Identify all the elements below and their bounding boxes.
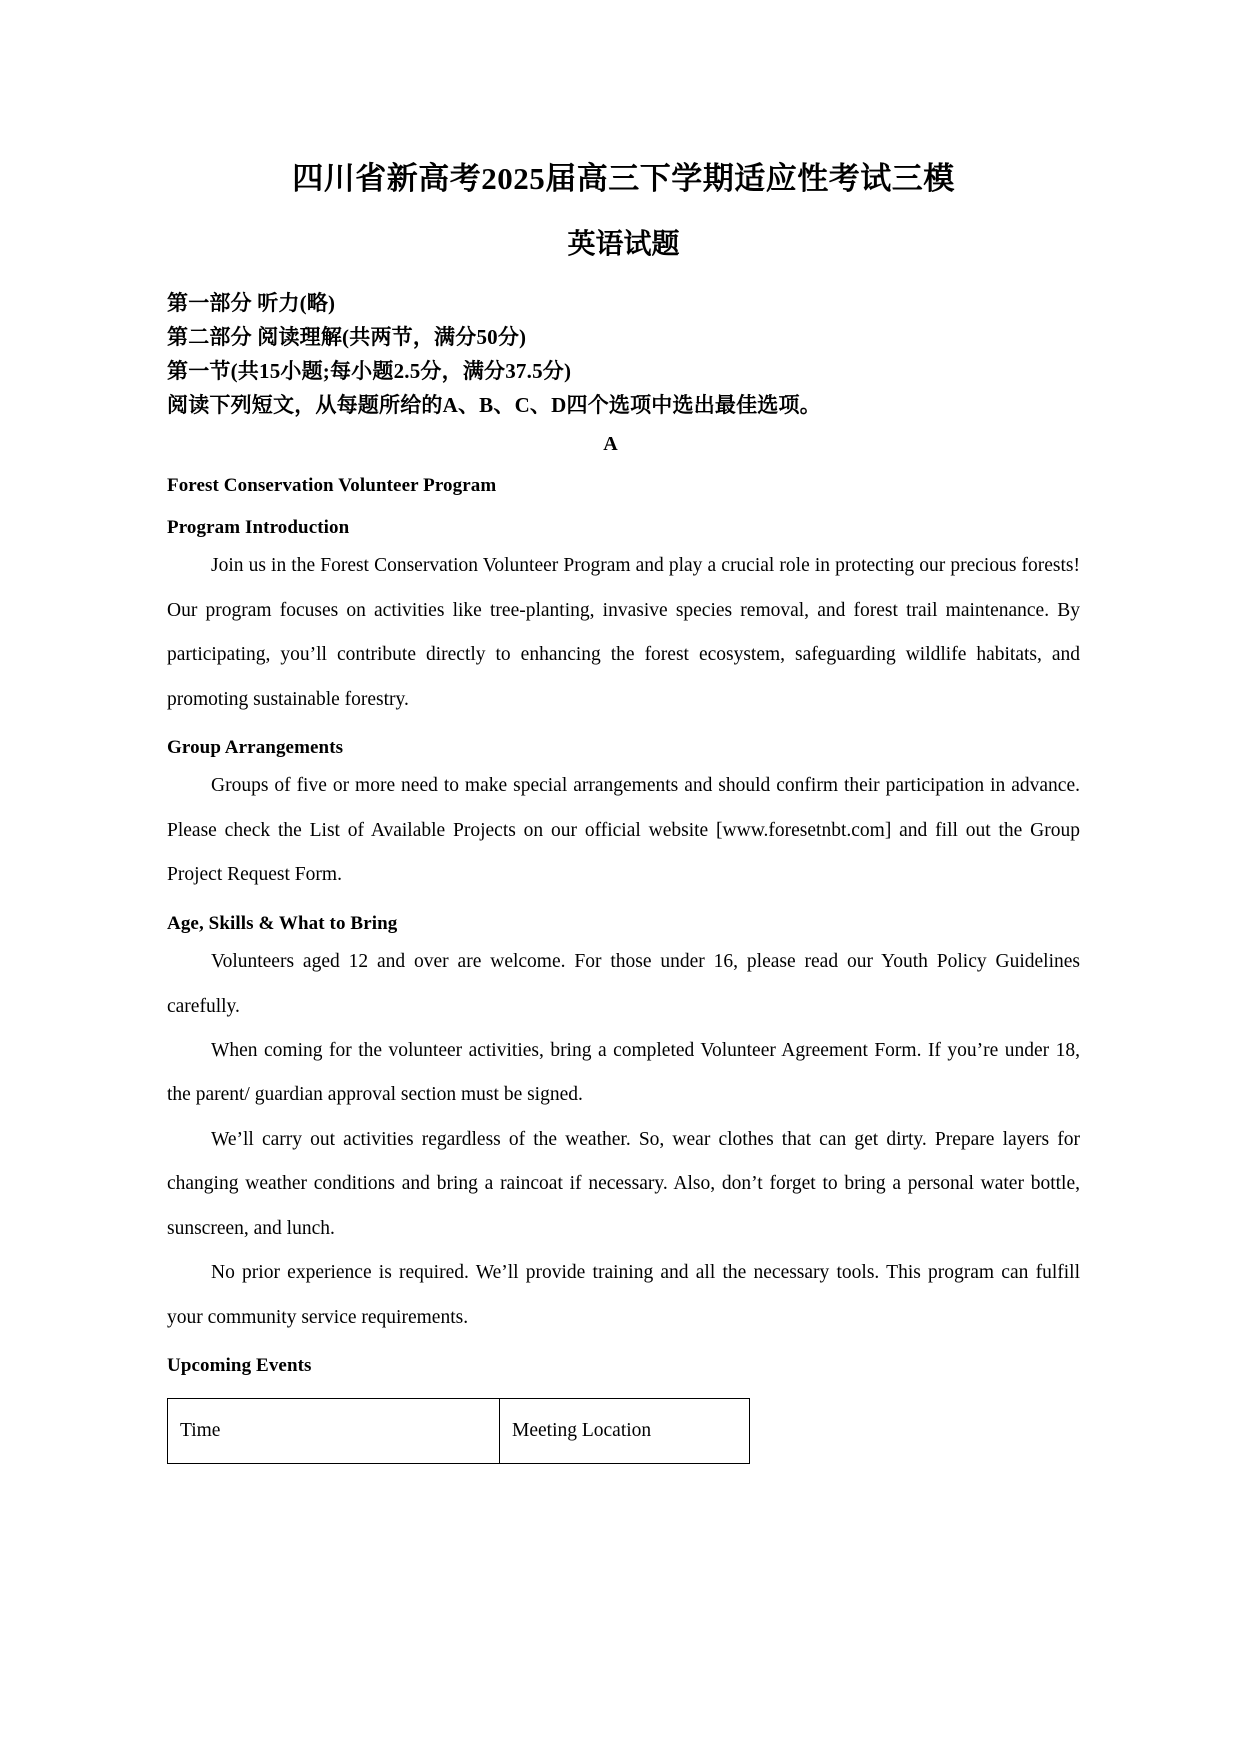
reading-instruction: 阅读下列短文，从每题所给的A、B、C、D四个选项中选出最佳选项。 [167, 392, 821, 417]
paragraph-agreement-form: When coming for the volunteer activities, bring a completed Volunteer Agreement Form. If you’re under 18, the parent/ guardian approval section must be signed. [167, 1039, 1080, 1106]
exam-parts-block [167, 286, 1080, 422]
paragraph-weather-and-items: We’ll carry out activities regardless of the weather. So, wear clothes that can get dirty. Prepare layers for changing weather conditions and bring a raincoat if necessary. Also, don’t forget to bring a personal water bottle, sunscreen, and lunch. [167, 1128, 1080, 1239]
part-listening: 第一部分 听力(略) [167, 290, 336, 315]
paragraph-group-arrangements: Groups of five or more need to make special arrangements and should confirm their participation in advance. Please check the List of Available Projects on our official website [www.foresetnbt.com] and fill out the Group Project Request Form. [167, 775, 1080, 886]
section-letter-a: A [603, 432, 618, 455]
paragraph-experience-training: No prior experience is required. We’ll provide training and all the necessary tools. This program can fulfill your community service requirements. [167, 1262, 1080, 1328]
heading-age-skills-what-to-bring: Age, Skills & What to Bring [167, 912, 398, 934]
table-header-time: Time [168, 1399, 500, 1464]
table-header-meeting-location: Meeting Location [500, 1399, 750, 1464]
paragraph-program-introduction: Join us in the Forest Conservation Volunteer Program and play a crucial role in protecting our precious forests! Our program focuses on activities like tree-planting, invasive species removal, and forest trail maintenance. By participating, you’ll contribute directly to enhancing the forest ecosystem, safeguarding wildlife habitats, and promoting sustainable forestry. [167, 555, 1080, 710]
part-section-one: 第一节(共15小题;每小题2.5分，满分37.5分) [167, 358, 572, 383]
part-reading: 第二部分 阅读理解(共两节，满分50分) [167, 324, 527, 349]
table-row [168, 1399, 750, 1464]
passage-title: Forest Conservation Volunteer Program [167, 474, 497, 496]
heading-upcoming-events: Upcoming Events [167, 1355, 312, 1377]
upcoming-events-table [167, 1398, 750, 1464]
page-title: 四川省新高考2025届高三下学期适应性考试三模 [292, 161, 955, 196]
heading-program-introduction: Program Introduction [167, 517, 350, 538]
heading-group-arrangements: Group Arrangements [167, 737, 344, 759]
page-subtitle: 英语试题 [567, 228, 680, 260]
paragraph-age-eligibility: Volunteers aged 12 and over are welcome. For those under 16, please read our Youth Policy Guidelines carefully. [167, 951, 1080, 1017]
